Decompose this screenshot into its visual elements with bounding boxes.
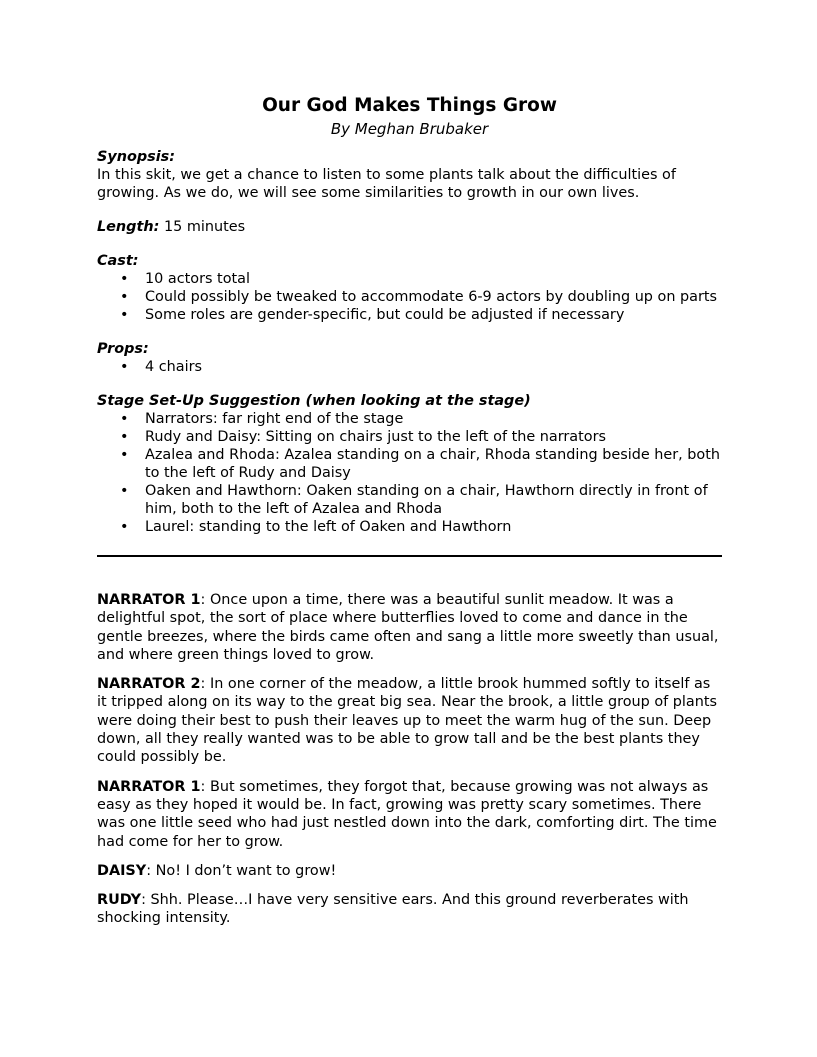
- dialogue-text: : But sometimes, they forgot that, because growing was not always as easy as they hoped it would be. In fact, growing was pretty scary sometimes. There was one little seed who had just nestled down into the dark, comforting dirt. The time had come for her to grow.: [97, 778, 717, 850]
- props-list: [97, 358, 722, 376]
- list-item: • Azalea and Rhoda: Azalea standing on a chair, Rhoda standing beside her, both to the left of Rudy and Daisy: [145, 446, 722, 482]
- document-title: Our God Makes Things Grow: [262, 95, 557, 116]
- section-divider: [97, 555, 722, 557]
- synopsis-heading: Synopsis:: [97, 149, 175, 165]
- script-line: [97, 675, 722, 766]
- props-heading: Props:: [97, 341, 149, 357]
- speaker-name: DAISY: [97, 862, 147, 879]
- cast-section: [97, 252, 722, 324]
- list-item: • Some roles are gender-specific, but could be adjusted if necessary: [145, 306, 722, 324]
- props-section: [97, 340, 722, 376]
- length-heading: Length:: [97, 219, 160, 235]
- script-line: [97, 591, 722, 664]
- list-item: • 4 chairs: [145, 358, 722, 376]
- synopsis-text: In this skit, we get a chance to listen to some plants talk about the difficulties of growing. As we do, we will see some similarities to growth in our own lives.: [97, 167, 676, 201]
- synopsis-section: [97, 148, 722, 202]
- script-body: [97, 591, 722, 928]
- script-line: [97, 778, 722, 851]
- list-item: • Rudy and Daisy: Sitting on chairs just to the left of the narrators: [145, 428, 722, 446]
- list-item: • Laurel: standing to the left of Oaken and Hawthorn: [145, 518, 722, 536]
- document-page: [97, 95, 722, 939]
- script-line: [97, 862, 722, 880]
- speaker-name: NARRATOR 1: [97, 778, 201, 795]
- list-item: • Narrators: far right end of the stage: [145, 410, 722, 428]
- speaker-name: NARRATOR 1: [97, 592, 201, 608]
- list-item: • Oaken and Hawthorn: Oaken standing on a chair, Hawthorn directly in front of him, both to the left of Azalea and Rhoda: [145, 482, 722, 518]
- list-item: • 10 actors total: [145, 270, 722, 288]
- speaker-name: RUDY: [97, 892, 142, 909]
- stage-list: [97, 410, 722, 536]
- list-item: • Could possibly be tweaked to accommodate 6-9 actors by doubling up on parts: [145, 288, 722, 306]
- cast-list: [97, 270, 722, 324]
- stage-section: [97, 392, 722, 536]
- author-byline: By Meghan Brubaker: [330, 120, 489, 138]
- length-section: [97, 218, 722, 236]
- speaker-name: NARRATOR 2: [97, 676, 201, 693]
- dialogue-text: : Shh. Please…I have very sensitive ears. And this ground reverberates with shocking intensity.: [97, 892, 689, 927]
- dialogue-text: : No! I don’t want to grow!: [146, 862, 337, 879]
- dialogue-text: : In one corner of the meadow, a little brook hummed softly to itself as it tripped along on its way to the great big sea. Near the brook, a little group of plants were doing their best to push their leaves up to meet the warm hug of the sun. Deep down, all they really wanted was to be able to grow tall and be the best plants they could possibly be.: [97, 676, 718, 766]
- stage-heading: Stage Set-Up Suggestion (when looking at the stage): [97, 393, 531, 409]
- length-text: 15 minutes: [163, 219, 246, 235]
- cast-heading: Cast:: [97, 253, 139, 269]
- script-line: [97, 891, 722, 928]
- dialogue-text: : Once upon a time, there was a beautiful sunlit meadow. It was a delightful spot, the sort of place where butterflies loved to come and dance in the gentle breezes, where the birds came often and sang a little more sweetly than usual, and where green things loved to grow.: [97, 592, 719, 663]
